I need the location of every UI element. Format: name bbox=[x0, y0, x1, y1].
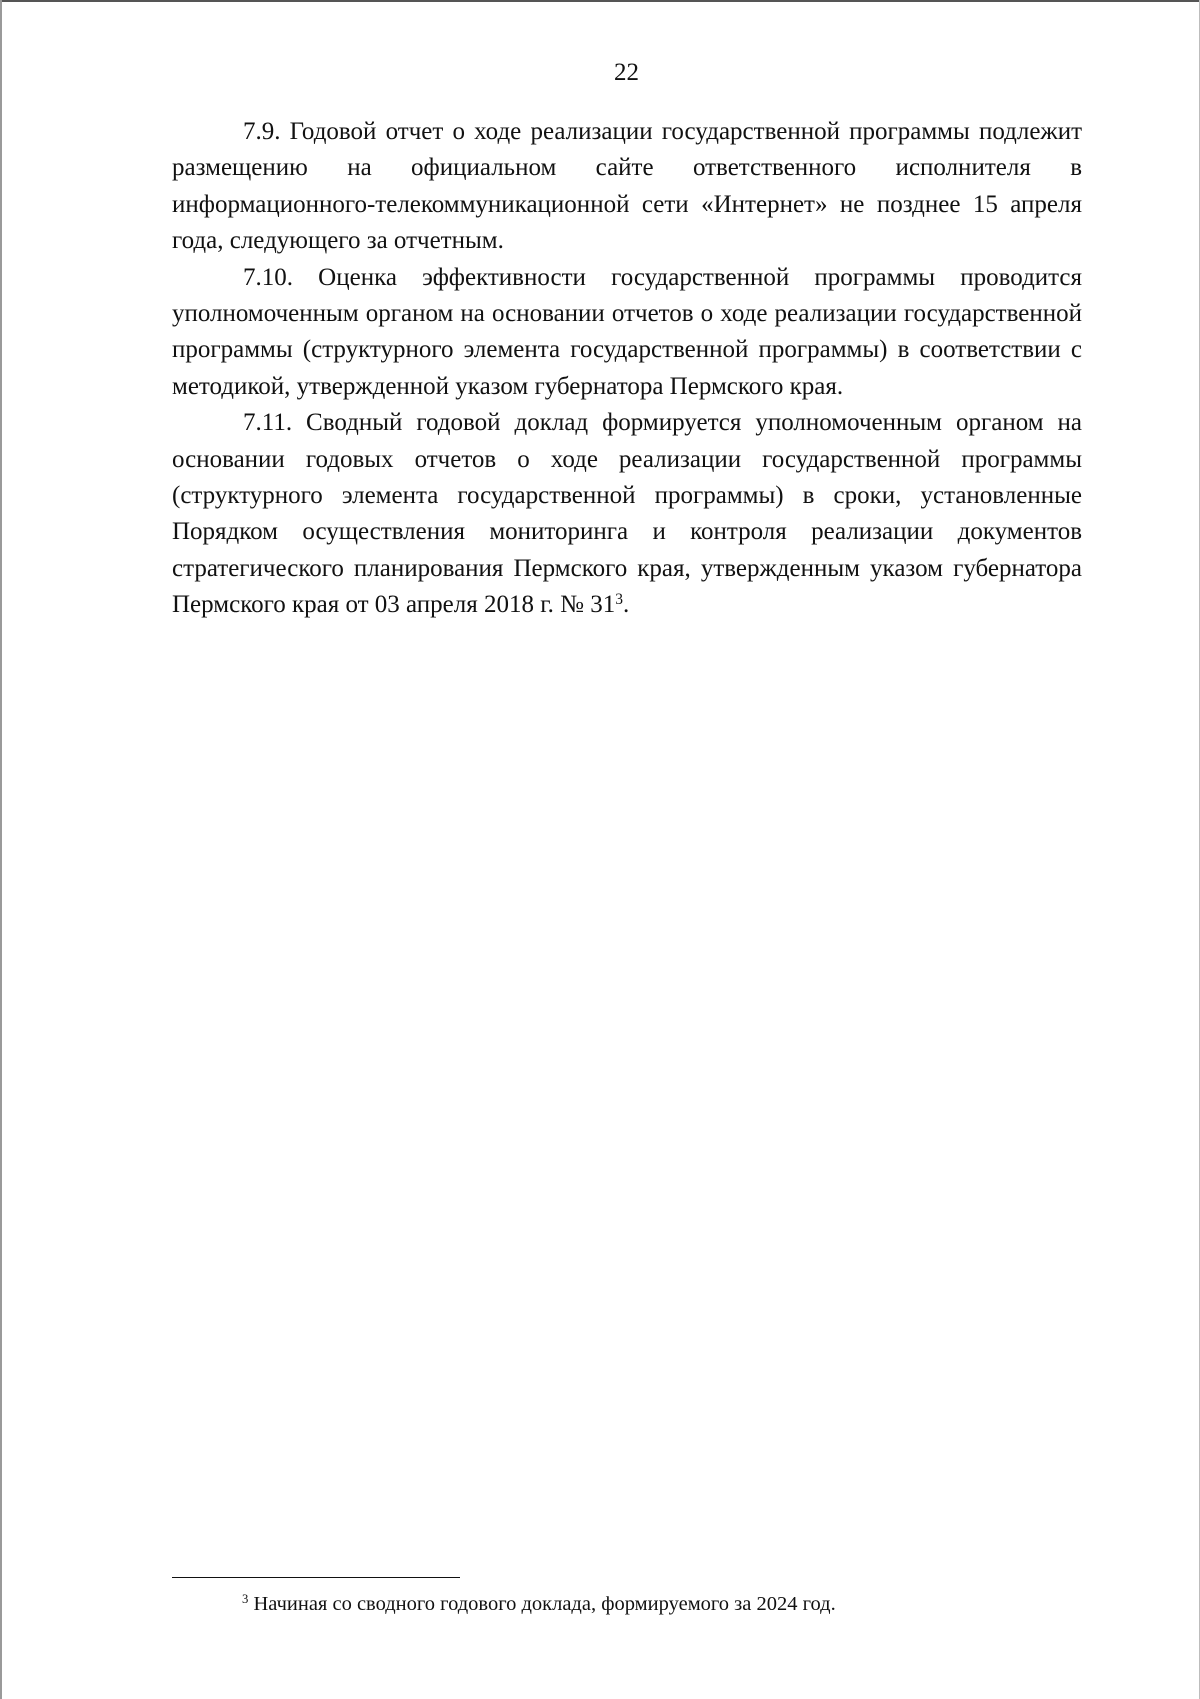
paragraph-text: 7.10. Оценка эффективности государственной программы проводится уполномоченным органом на основании отчетов о ходе реализации государственной программы (структурного элемента государственной программы) в соответствии с методикой, утвержденной указом губернатора Пермского края. bbox=[172, 263, 1082, 400]
footnote bbox=[242, 1591, 1102, 1617]
paragraph-7-9 bbox=[172, 114, 1082, 260]
footnote-marker: 3 bbox=[242, 1592, 249, 1607]
page-number: 22 bbox=[614, 59, 639, 86]
footnote-separator bbox=[172, 1577, 460, 1578]
footnote-reference: 3 bbox=[615, 590, 624, 608]
paragraph-tail: . bbox=[623, 591, 630, 619]
footnote-text: Начиная со сводного годового доклада, формируемого за 2024 год. bbox=[248, 1593, 836, 1615]
scan-edge-left bbox=[0, 0, 2, 1699]
paragraph-text: 7.9. Годовой отчет о ходе реализации государственной программы подлежит размещению на официальном сайте ответственного исполнителя в информационного-телекоммуникационной сети «Интернет» не позднее 15 апреля года, следующего за отчетным. bbox=[172, 118, 1082, 255]
paragraph-7-10 bbox=[172, 260, 1082, 406]
paragraph-text: 7.11. Сводный годовой доклад формируется уполномоченным органом на основании годовых отчетов о ходе реализации государственной программы (структурного элемента государственной программы) в сроки, установленные Порядком осуществления мониторинга и контроля реализации документов стратегического планирования Пермского края, утвержденным указом губернатора Пермского края от 03 апреля 2018 г. № 31 bbox=[172, 409, 1082, 619]
body-text bbox=[172, 114, 1082, 624]
scan-edge-top bbox=[0, 0, 1200, 2]
paragraph-7-11 bbox=[172, 405, 1082, 623]
